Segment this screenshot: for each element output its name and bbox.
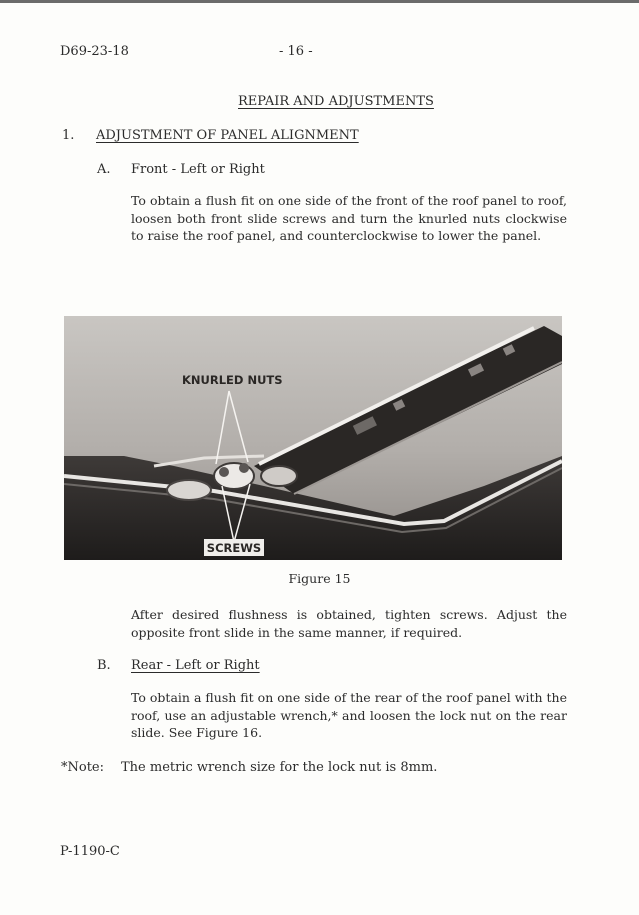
document-id: D69-23-18 (60, 44, 129, 59)
note-text: The metric wrench size for the lock nut is 8mm. (121, 760, 438, 775)
subsection-b-paragraph: To obtain a flush fit on one side of the rear of the roof panel with the roof, use an adjustable wrench,* and loosen the lock nut on the rear slide. See Figure 16. (131, 690, 567, 740)
figure-15-illustration (64, 316, 562, 560)
subsection-b-title: Rear - Left or Right (131, 658, 260, 673)
part-number: P-1190-C (60, 844, 120, 859)
subsection-b-letter: B. (97, 658, 111, 673)
page-number: - 16 - (279, 44, 313, 59)
knurled-nuts-label: KNURLED NUTS (182, 373, 283, 387)
item-1-title: ADJUSTMENT OF PANEL ALIGNMENT (96, 128, 359, 143)
figure-15-caption: Figure 15 (288, 571, 351, 586)
after-flushness-paragraph: After desired flushness is obtained, tighten screws. Adjust the opposite front slide in the same manner, if required. (131, 607, 567, 640)
figure-15-photo (64, 316, 562, 560)
item-1-number: 1. (62, 128, 75, 143)
subsection-a-title: Front - Left or Right (131, 162, 265, 177)
subsection-a-letter: A. (97, 162, 111, 177)
subsection-a-paragraph: To obtain a flush fit on one side of the front of the roof panel to roof, loosen both front slide screws and turn the knurled nuts clockwise to raise the roof panel, and counterclockwise to lower the panel. (131, 193, 567, 243)
section-title: REPAIR AND ADJUSTMENTS (238, 94, 434, 109)
page-top-border (0, 0, 639, 3)
screws-label: SCREWS (206, 541, 262, 555)
note-label: *Note: (61, 760, 104, 775)
